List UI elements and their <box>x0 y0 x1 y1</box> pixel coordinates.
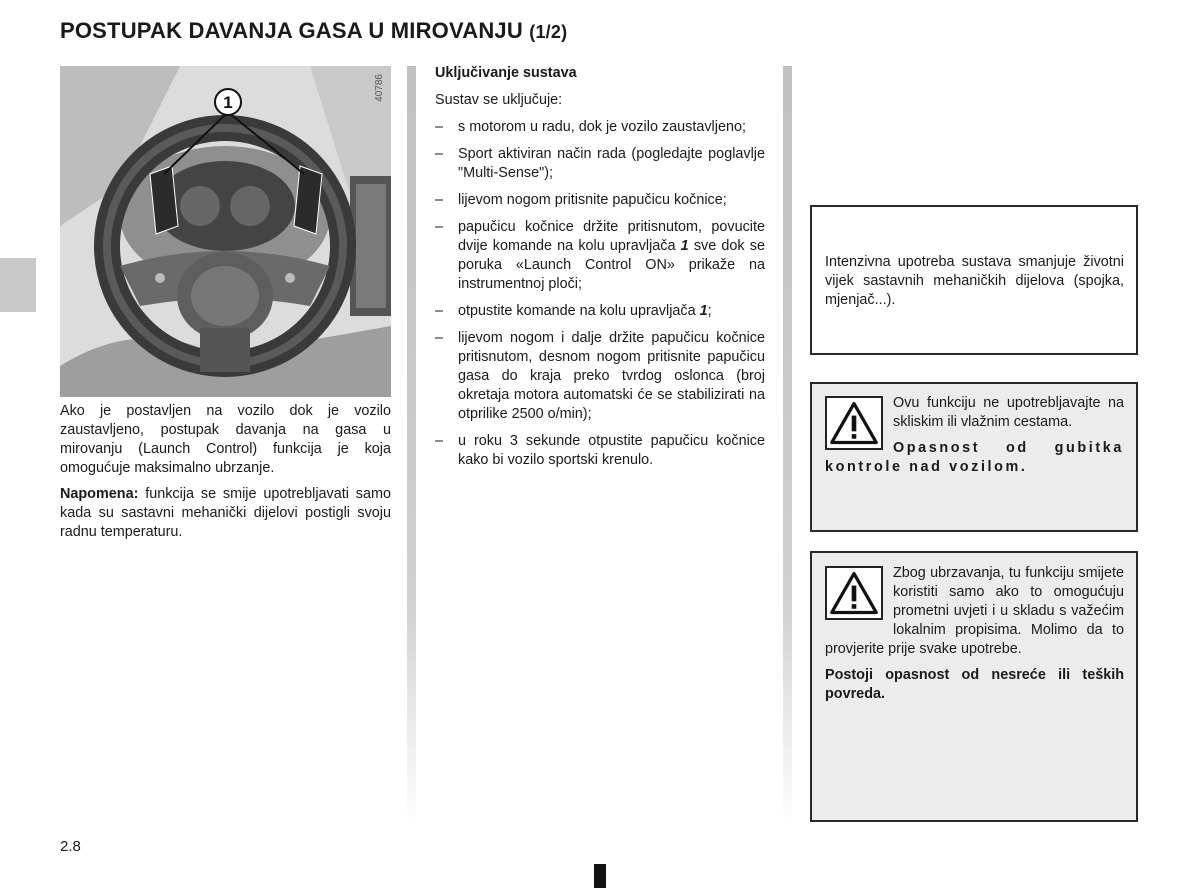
figure-code: 40786 <box>374 74 385 102</box>
list-item: – papučicu kočnice držite pritisnutom, povucite dvije komande na kolu upravljača 1 sve dok se poruka «Launch Control ON» prikaže na instrumentnoj ploči; <box>435 219 765 292</box>
section-heading: Uključivanje sustava <box>435 65 577 81</box>
steps-list <box>435 118 765 470</box>
figure-callout: 1 <box>223 93 233 112</box>
title-part: (1/2) <box>529 22 568 42</box>
list-item: – otpustite komande na kolu upravljača 1; <box>435 303 712 319</box>
column-divider-right <box>783 66 792 826</box>
list-item: – lijevom nogom pritisnite papučicu kočnice; <box>435 192 727 208</box>
callout-ref: 1 <box>680 238 689 254</box>
warning-box-1 <box>810 382 1138 532</box>
warning-1-bold: Opasnost od gubitka kontrole nad vozilom. <box>825 440 1124 475</box>
left-column <box>60 402 391 549</box>
note-text: funkcija se smije upotrebljavati samo kada su sastavni mehanički dijelovi postigli svoju radnu temperaturu. <box>60 486 391 540</box>
warning-triangle-icon <box>825 396 883 450</box>
list-item: – lijevom nogom i dalje držite papučicu kočnice pritisnutom, desnom nogom pritisnite papučicu gasa do kraja preko tvrdog oslonca (broj okretaja motora automatski će se stabilizirati na otprilike 2500 o/min); <box>435 330 765 422</box>
steering-wheel-figure <box>60 66 391 397</box>
list-item: – u roku 3 sekunde otpustite papučicu kočnice kako bi vozilo sportski krenulo. <box>435 433 765 468</box>
steering-wheel-illustration <box>60 66 391 397</box>
intro-paragraph: Ako je postavljen na vozilo dok je vozilo zaustavljeno, postupak davanja na gasa u mirovanju (Launch Control) funkcija je koja omogućuje maksimalno ubrzanje. <box>60 403 391 476</box>
list-item: – Sport aktiviran način rada (pogledajte poglavlje "Multi-Sense"); <box>435 146 765 181</box>
info-box <box>810 205 1138 355</box>
warning-box-2 <box>810 551 1138 822</box>
middle-column <box>435 64 765 478</box>
chapter-tab <box>0 258 36 312</box>
warning-triangle-icon <box>825 566 883 620</box>
warning-2-text: Zbog ubrzavanja, tu funkciju smijete koristiti samo ako to omogućuju prometni uvjeti i u skladu s važećim lokalnim propisima. Molimo da to provjerite prije svake upotrebe. <box>825 565 1124 657</box>
note-label: Napomena: <box>60 486 139 502</box>
warning-2-bold: Postoji opasnost od nesreće ili teških povreda. <box>825 667 1124 702</box>
column-divider-left <box>407 66 416 826</box>
callout-ref: 1 <box>699 303 708 319</box>
section-intro: Sustav se uključuje: <box>435 92 563 108</box>
title-text: POSTUPAK DAVANJA GASA U MIROVANJU <box>60 18 523 43</box>
page-number: 2.8 <box>60 838 81 855</box>
warning-1-text: Ovu funkciju ne upotrebljavajte na skliskim ili vlažnim cestama. <box>893 395 1124 430</box>
list-item: – s motorom u radu, dok je vozilo zaustavljeno; <box>435 119 746 135</box>
page-bottom-marker <box>594 864 606 888</box>
note-paragraph <box>60 485 391 542</box>
info-text: Intenzivna upotreba sustava smanjuje životni vijek sastavnih mehaničkih dijelova (spojka, mjenjač...). <box>825 254 1124 308</box>
page-title <box>60 18 567 44</box>
